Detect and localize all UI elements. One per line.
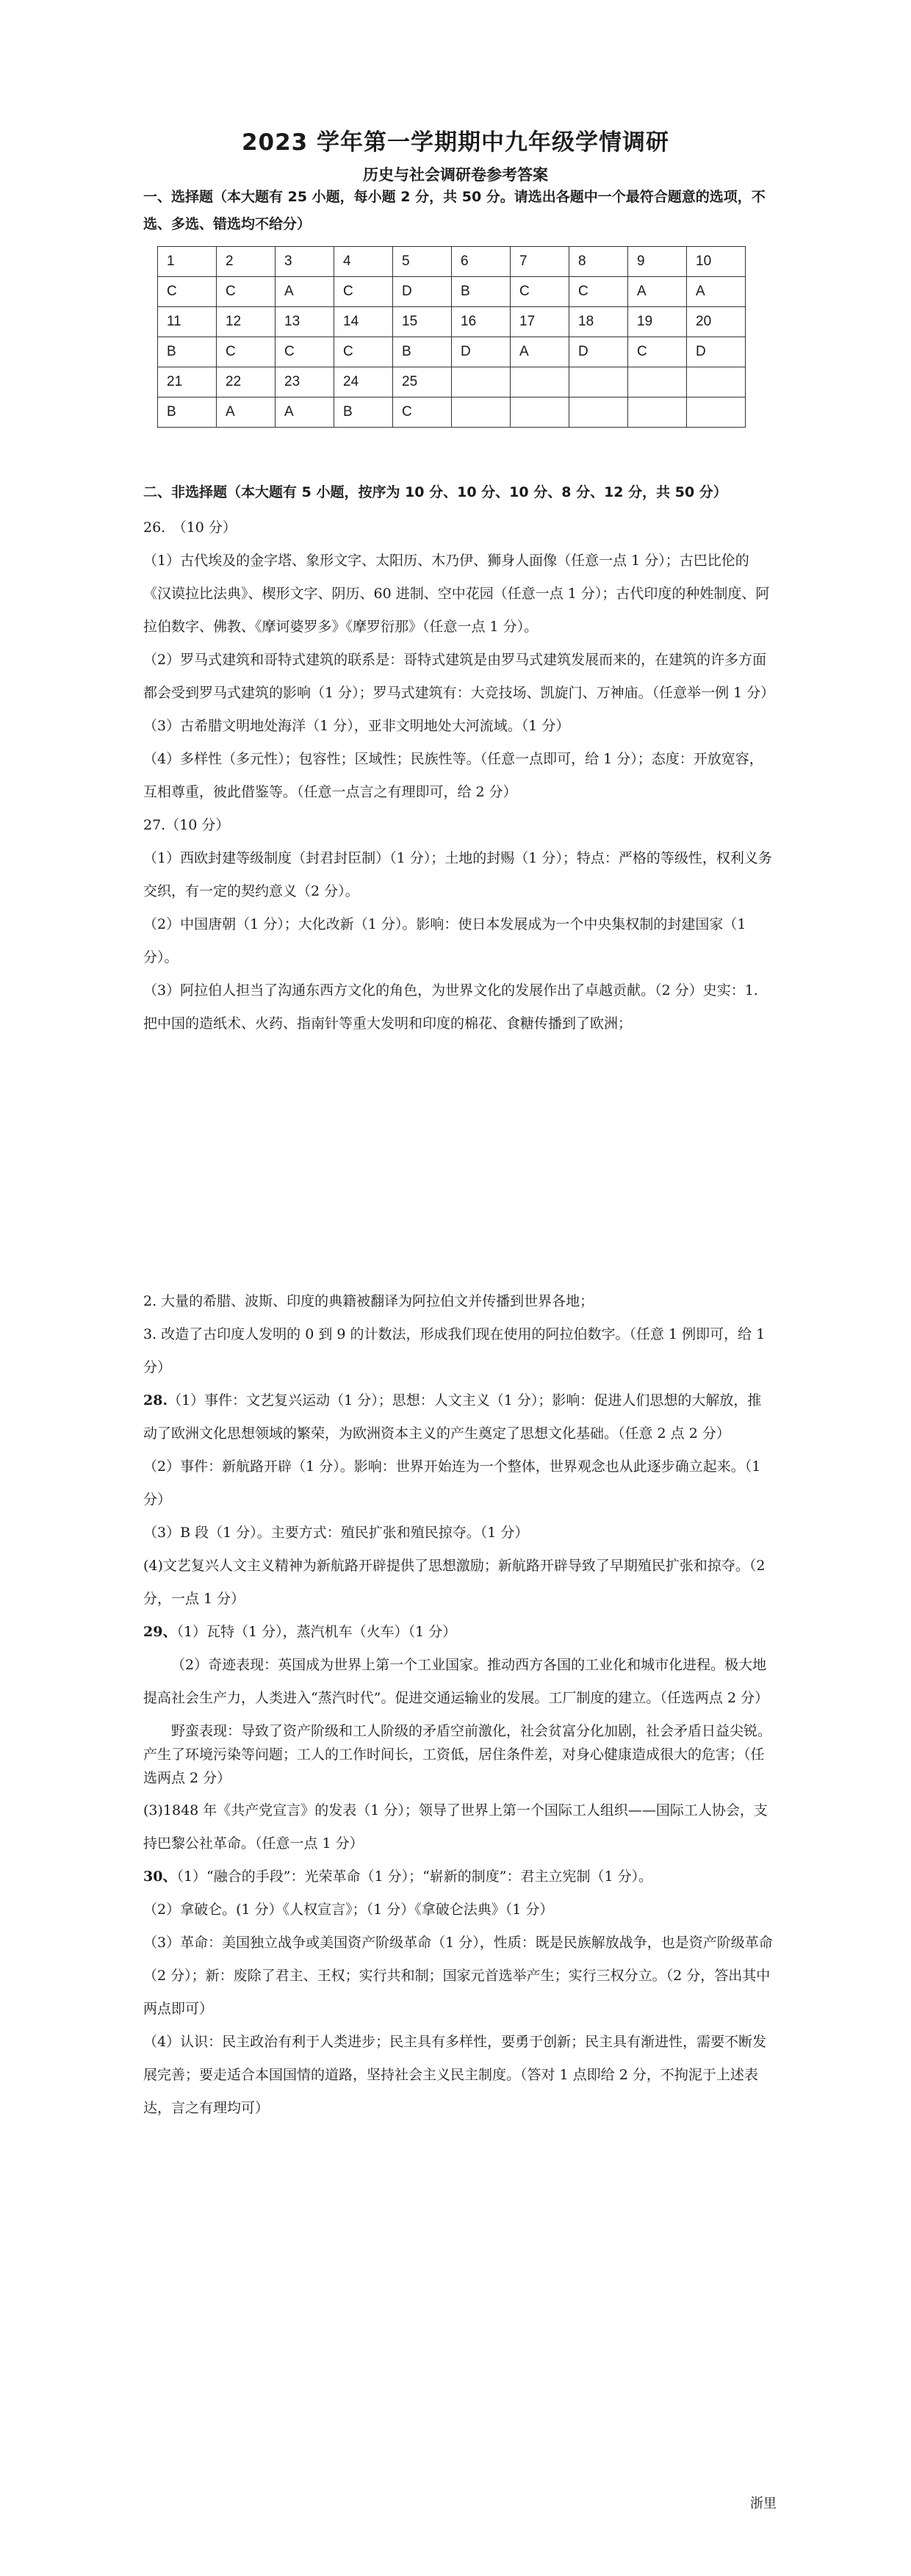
q26-answer-4: （4）多样性（多元性）；包容性；区域性；民族性等。（任意一点即可，给 1 分）；态度：开放宽容，互相尊重，彼此借鉴等。（任意一点言之有理即可，给 2 分） [143,751,763,800]
answer-cell: C [158,277,217,307]
question-number-cell: 7 [511,247,569,277]
answer-cell: D [452,337,511,367]
q26-answer-2: （2）罗马式建筑和哥特式建筑的联系是：哥特式建筑是由罗马式建筑发展而来的，在建筑的许多方面都会受到罗马式建筑的影响（1 分）；罗马式建筑有：大竞技场、凯旋门、万神庙。（任意举一例 1 分） [143,652,775,701]
q27-answer-3: （3）阿拉伯人担当了沟通东西方文化的角色，为世界文化的发展作出了卓越贡献。（2 分）史实：1. 把中国的造纸术、火药、指南针等重大发明和印度的棉花、食糖传播到了欧洲； [143,982,758,1032]
answer-cell: B [334,397,393,428]
answer-table [157,246,746,428]
question-number-cell: 10 [687,247,746,277]
answer-row [158,337,746,367]
q28-answer-4: (4)文艺复兴人文主义精神为新航路开辟提供了思想激励；新航路开辟导致了早期殖民扩张和掠夺。（2 分，一点 1 分） [143,1558,766,1607]
question-number-cell: 23 [276,367,334,397]
answer-cell: C [276,337,334,367]
question-number-cell [569,367,628,397]
question-number-row [158,307,746,337]
q28-text-1: （1）事件：文艺复兴运动（1 分）；思想：人文主义（1 分）；影响：促进人们思想的大解放，推动了欧洲文化思想领域的繁荣，为欧洲资本主义的产生奠定了思想文化基础。（任意 2 点 2 分） [143,1392,762,1442]
q29-answer-2: （2）奇迹表现：英国成为世界上第一个工业国家。推动西方各国的工业化和城市化进程。极大地提高社会生产力，人类进入“蒸汽时代”。促进交通运输业的发展。工厂制度的建立。（任选两点 2 分） [143,1657,769,1706]
question-number-cell: 25 [393,367,452,397]
question-number-cell: 19 [628,307,687,337]
section2-heading: 二、非选择题（本大题有 5 小题，按序为 10 分、10 分、10 分、8 分、12 分，共 50 分） [143,484,727,500]
q30-number: 30、 [143,1868,177,1885]
question-number-cell: 22 [217,367,276,397]
document-title: 2023 学年第一学期期中九年级学情调研 [241,129,670,156]
answer-cell: B [393,337,452,367]
answer-cell: C [334,277,393,307]
question-number-cell: 8 [569,247,628,277]
answer-cell: A [276,277,334,307]
question-number-cell: 16 [452,307,511,337]
answer-cell: A [687,277,746,307]
answer-cell [452,397,511,428]
question-number-cell: 15 [393,307,452,337]
q27-answer-5: 3. 改造了古印度人发明的 0 到 9 的计数法，形成我们现在使用的阿拉伯数字。（任意 1 例即可，给 1 分） [143,1326,766,1375]
answer-cell [628,397,687,428]
question-number-cell: 5 [393,247,452,277]
blank-space [143,1040,775,1285]
answer-cell: A [217,397,276,428]
answer-cell: C [217,277,276,307]
answer-cell: B [158,397,217,428]
answer-cell: C [393,397,452,428]
document-subtitle: 历史与社会调研卷参考答案 [363,166,548,184]
answer-cell [687,397,746,428]
q28-answer-1 [143,1384,775,1450]
answer-cell [511,397,569,428]
question-number-cell: 1 [158,247,217,277]
q29-answer-4: (3)1848 年《共产党宣言》的发表（1 分）；领导了世界上第一个国际工人组织——国际工人协会，支持巴黎公社革命。（任意一点 1 分） [143,1802,768,1852]
question-number-row [158,247,746,277]
question-number-cell: 11 [158,307,217,337]
question-number-cell: 24 [334,367,393,397]
answer-cell: B [452,277,511,307]
q26-answer-1: （1）古代埃及的金字塔、象形文字、太阳历、木乃伊、狮身人面像（任意一点 1 分）；古巴比伦的《汉谟拉比法典》、楔形文字、阴历、60 进制、空中花园（任意一点 1 分）；古代印度的种姓制度、阿拉伯数字、佛教、《摩诃婆罗多》《摩罗衍那》（任意一点 1 分）。 [143,553,770,635]
q30-text-1: （1）“融合的手段”：光荣革命（1 分）；“崭新的制度”：君主立宪制（1 分）。 [176,1868,653,1885]
answer-cell: C [334,337,393,367]
answer-cell: C [511,277,569,307]
footer-mark: 浙里 [750,2496,777,2511]
answer-row [158,277,746,307]
question-number-cell [452,367,511,397]
question-number-cell: 9 [628,247,687,277]
q28-number: 28. [143,1392,168,1408]
answer-body [143,511,775,2125]
question-number-cell: 20 [687,307,746,337]
section1-heading: 一、选择题（本大题有 25 小题，每小题 2 分，共 50 分。请选出各题中一个最符合题意的选项，不选、多选、错选均不给分） [143,189,766,232]
answer-cell: C [628,337,687,367]
question-number-cell: 3 [276,247,334,277]
question-number-cell [628,367,687,397]
question-number-cell [511,367,569,397]
answer-row [158,397,746,428]
answer-cell: D [569,337,628,367]
question-number-cell: 14 [334,307,393,337]
q29-number: 29、 [143,1624,177,1640]
answer-cell: C [217,337,276,367]
q28-answer-3: （3）B 段（1 分）。主要方式：殖民扩张和殖民掠夺。（1 分） [143,1525,529,1541]
question-number-row [158,367,746,397]
q28-answer-2: （2）事件：新航路开辟（1 分）。影响：世界开始连为一个整体，世界观念也从此逐步确立起来。（1 分） [143,1458,761,1508]
q30-answer-1 [143,1860,775,1893]
question-number-cell: 21 [158,367,217,397]
q26-title: 26. （10 分） [143,519,237,536]
question-number-cell: 4 [334,247,393,277]
question-number-cell: 2 [217,247,276,277]
question-number-cell: 13 [276,307,334,337]
q30-answer-4: （4）认识：民主政治有利于人类进步；民主具有多样性，要勇于创新；民主具有渐进性，需要不断发展完善；要走适合本国国情的道路，坚持社会主义民主制度。（答对 1 点即给 2 分，不拘泥于上述表达，言之有理均可） [143,2034,767,2116]
question-number-cell: 17 [511,307,569,337]
answer-cell: D [393,277,452,307]
answer-cell: A [511,337,569,367]
q29-answer-3: 野蛮表现：导致了资产阶级和工人阶级的矛盾空前激化，社会贫富分化加剧，社会矛盾日益尖锐。产生了环境污染等问题；工人的工作时间长，工资低，居住条件差，对身心健康造成很大的危害；（任选两点 2 分） [143,1723,772,1786]
q27-answer-4: 2. 大量的希腊、波斯、印度的典籍被翻译为阿拉伯文并传播到世界各地； [143,1293,594,1309]
q27-answer-1: （1）西欧封建等级制度（封君封臣制）（1 分）；土地的封赐（1 分）；特点：严格的等级性，权利义务交织，有一定的契约意义（2 分）。 [143,850,772,899]
answer-cell: B [158,337,217,367]
answer-cell: A [276,397,334,428]
answer-cell: A [628,277,687,307]
q30-answer-2: （2）拿破仑。(1 分）《人权宣言》；（1 分）《拿破仑法典》（1 分） [143,1902,554,1918]
q27-title: 27.（10 分） [143,817,230,833]
q29-answer-1 [143,1616,775,1649]
question-number-cell [687,367,746,397]
answer-cell: D [687,337,746,367]
q26-answer-3: （3）古希腊文明地处海洋（1 分），亚非文明地处大河流域。（1 分） [143,718,570,734]
question-number-cell: 6 [452,247,511,277]
q29-text-1: （1）瓦特（1 分），蒸汽机车（火车）（1 分） [176,1624,457,1640]
q27-answer-2: （2）中国唐朝（1 分）；大化改新（1 分）。影响：使日本发展成为一个中央集权制的封建国家（1 分）。 [143,916,746,965]
answer-cell [569,397,628,428]
q30-answer-3: （3）革命：美国独立战争或美国资产阶级革命（1 分），性质：既是民族解放战争，也是资产阶级革命（2 分）；新：废除了君主、王权；实行共和制；国家元首选举产生；实行三权分立。（2 分，答出其中两点即可） [143,1935,773,2017]
question-number-cell: 18 [569,307,628,337]
question-number-cell: 12 [217,307,276,337]
answer-cell: C [569,277,628,307]
